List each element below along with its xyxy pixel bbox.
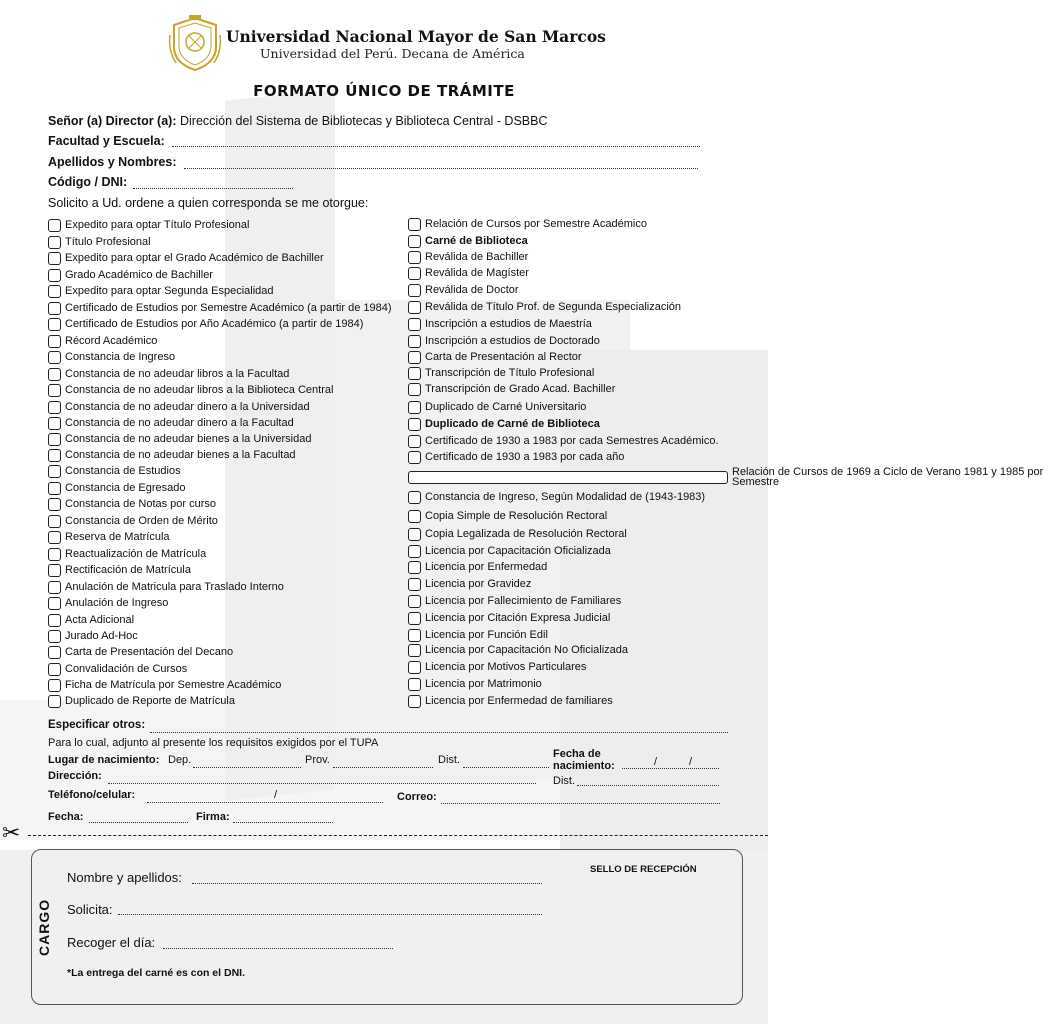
option-left[interactable]: Jurado Ad-Hoc [48, 628, 138, 644]
option-right[interactable]: Constancia de Ingreso, Según Modalidad de (1943-1983) [408, 489, 705, 505]
option-left[interactable]: Anulación de Ingreso [48, 595, 168, 611]
checkbox[interactable] [408, 418, 421, 431]
fecha-field[interactable] [89, 811, 188, 823]
option-right[interactable]: Carta de Presentación al Rector [408, 349, 582, 365]
checkbox[interactable] [408, 367, 421, 380]
option-right[interactable]: Licencia por Matrimonio [408, 676, 542, 692]
checkbox[interactable] [48, 465, 61, 478]
checkbox[interactable] [408, 251, 421, 264]
option-left[interactable]: Constancia de Egresado [48, 480, 185, 496]
checkbox[interactable] [48, 252, 61, 265]
checkbox[interactable] [408, 528, 421, 541]
option-left[interactable]: Reactualización de Matrícula [48, 546, 206, 562]
checkbox[interactable] [48, 351, 61, 364]
director-line [48, 114, 548, 128]
cargo-nombre-field[interactable] [192, 872, 542, 884]
dist2-label: Dist. [553, 775, 575, 787]
option-left[interactable]: Constancia de Estudios [48, 463, 181, 479]
option-left[interactable]: Expedito para optar el Grado Académico de Bachiller [48, 250, 324, 266]
option-left[interactable]: Anulación de Matricula para Traslado Interno [48, 579, 284, 595]
cargo-solicita-field[interactable] [118, 903, 542, 915]
checkbox[interactable] [48, 548, 61, 561]
checkbox[interactable] [48, 614, 61, 627]
facultad-label: Facultad y Escuela: [48, 134, 165, 148]
option-left[interactable]: Certificado de Estudios por Semestre Académico (a partir de 1984) [48, 300, 392, 316]
university-seal-icon [168, 15, 222, 73]
slash-1: / [654, 756, 658, 768]
checkbox[interactable] [48, 646, 61, 659]
checkbox[interactable] [48, 302, 61, 315]
especificar-field[interactable] [150, 721, 728, 733]
option-left[interactable]: Constancia de no adeudar dinero a la Facultad [48, 415, 294, 431]
option-left[interactable]: Expedito para optar Segunda Especialidad [48, 283, 274, 299]
cargo-title: CARGO [36, 898, 52, 956]
checkbox[interactable] [408, 644, 421, 657]
checkbox[interactable] [48, 695, 61, 708]
option-left[interactable]: Constancia de no adeudar libros a la Facultad [48, 366, 289, 382]
option-left[interactable]: Constancia de no adeudar bienes a la Facultad [48, 447, 296, 463]
option-right[interactable]: Reválida de Título Prof. de Segunda Especialización [408, 299, 681, 315]
dep-field[interactable] [193, 756, 301, 768]
option-left[interactable]: Expedito para optar Título Profesional [48, 217, 249, 233]
telefono-slash: / [274, 789, 278, 801]
checkbox[interactable] [408, 678, 421, 691]
option-left[interactable]: Carta de Presentación del Decano [48, 644, 233, 660]
checkbox[interactable] [48, 417, 61, 430]
checkbox[interactable] [408, 491, 421, 504]
option-left[interactable]: Constancia de no adeudar libros a la Biblioteca Central [48, 382, 333, 398]
option-right[interactable]: Licencia por Fallecimiento de Familiares [408, 593, 621, 609]
option-right[interactable]: Reválida de Bachiller [408, 249, 528, 265]
option-right[interactable]: Licencia por Enfermedad [408, 559, 547, 575]
checkbox[interactable] [48, 498, 61, 511]
cargo-nota: *La entrega del carné es con el DNI. [67, 967, 245, 979]
codigo-field[interactable] [133, 177, 293, 189]
checkbox[interactable] [48, 335, 61, 348]
option-right[interactable]: Licencia por Gravidez [408, 576, 531, 592]
checkbox[interactable] [48, 679, 61, 692]
option-right[interactable]: Duplicado de Carné de Biblioteca [408, 416, 600, 432]
fecha-nac-label-1: Fecha de [553, 748, 601, 760]
checkbox[interactable] [408, 218, 421, 231]
dep-label: Dep. [168, 754, 192, 766]
option-left[interactable]: Rectificación de Matrícula [48, 562, 191, 578]
option-left[interactable]: Constancia de no adeudar dinero a la Universidad [48, 399, 310, 415]
checkbox[interactable] [48, 482, 61, 495]
checkbox[interactable] [408, 301, 421, 314]
option-right[interactable]: Relación de Cursos por Semestre Académico [408, 216, 647, 232]
lugar-label: Lugar de nacimiento: [48, 754, 160, 766]
checkbox[interactable] [408, 545, 421, 558]
slash-2: / [689, 756, 693, 768]
option-left[interactable]: Grado Académico de Bachiller [48, 267, 213, 283]
checkbox[interactable] [48, 663, 61, 676]
direccion-label: Dirección: [48, 770, 102, 782]
checkbox[interactable] [48, 531, 61, 544]
option-left[interactable]: Récord Académico [48, 333, 157, 349]
checkbox[interactable] [48, 236, 61, 249]
dist2-field[interactable] [577, 774, 719, 786]
cut-line [28, 835, 768, 836]
option-left[interactable]: Constancia de Orden de Mérito [48, 513, 218, 529]
direccion-field[interactable] [108, 772, 536, 784]
option-right[interactable]: Reválida de Magíster [408, 265, 529, 281]
option-right[interactable]: Inscripción a estudios de Doctorado [408, 333, 600, 349]
option-left[interactable]: Ficha de Matrícula por Semestre Académico [48, 677, 281, 693]
option-right[interactable]: Reválida de Doctor [408, 282, 519, 298]
fecha-nac-label-2: nacimiento: [553, 760, 615, 772]
prov-label: Prov. [305, 754, 330, 766]
option-right[interactable]: Carné de Biblioteca [408, 233, 528, 249]
checkbox[interactable] [408, 267, 421, 280]
checkbox[interactable] [408, 578, 421, 591]
director-value: Dirección del Sistema de Bibliotecas y Biblioteca Central - DSBBC [179, 114, 548, 128]
fecha-label: Fecha: [48, 811, 84, 823]
option-right[interactable]: Licencia por Función Edil [408, 627, 548, 643]
cargo-recoger-label: Recoger el día: [67, 935, 156, 950]
telefono-field[interactable] [147, 791, 383, 803]
checkbox[interactable] [48, 564, 61, 577]
checkbox[interactable] [408, 435, 421, 448]
prov-field[interactable] [333, 756, 433, 768]
option-right[interactable]: Transcripción de Título Profesional [408, 365, 594, 381]
checkbox[interactable] [48, 597, 61, 610]
option-left[interactable]: Convalidación de Cursos [48, 661, 187, 677]
option-left[interactable]: Constancia de no adeudar bienes a la Universidad [48, 431, 311, 447]
form-title: FORMATO ÚNICO DE TRÁMITE [253, 82, 515, 100]
checkbox[interactable] [408, 351, 421, 364]
apellidos-label: Apellidos y Nombres: [48, 155, 177, 169]
option-right[interactable]: Licencia por Motivos Particulares [408, 659, 586, 675]
firma-field[interactable] [233, 811, 333, 823]
cargo-solicita-label: Solicita: [67, 902, 113, 917]
especificar-label: Especificar otros: [48, 719, 146, 731]
option-left[interactable]: Constancia de Notas por curso [48, 496, 216, 512]
checkbox[interactable] [48, 449, 61, 462]
solicito-text: Solicito a Ud. ordene a quien corresponda se me otorgue: [48, 196, 369, 210]
checkbox[interactable] [48, 285, 61, 298]
dist-field[interactable] [463, 756, 549, 768]
checkbox[interactable] [408, 612, 421, 625]
option-right[interactable]: Licencia por Enfermedad de familiares [408, 693, 613, 709]
checkbox[interactable] [408, 318, 421, 331]
university-name: Universidad Nacional Mayor de San Marcos [226, 27, 606, 46]
sello-label: SELLO DE RECEPCIÓN [590, 864, 697, 875]
option-right[interactable]: Relación de Cursos de 1969 a Ciclo de Verano 1981 y 1985 por Semestre [408, 467, 1052, 489]
cargo-recoger-field[interactable] [163, 937, 393, 949]
checkbox[interactable] [48, 219, 61, 232]
option-right[interactable]: Duplicado de Carné Universitario [408, 399, 586, 415]
checkbox[interactable] [408, 661, 421, 674]
option-left[interactable]: Acta Adicional [48, 612, 134, 628]
checkbox[interactable] [408, 235, 421, 248]
option-right[interactable]: Copia Simple de Resolución Rectoral [408, 508, 607, 524]
option-left[interactable]: Título Profesional [48, 234, 151, 250]
firma-label: Firma: [196, 811, 230, 823]
option-left[interactable]: Constancia de Ingreso [48, 349, 175, 365]
codigo-label: Código / DNI: [48, 175, 128, 189]
correo-field[interactable] [441, 792, 720, 804]
option-left[interactable]: Certificado de Estudios por Año Académico (a partir de 1984) [48, 316, 363, 332]
checkbox[interactable] [48, 269, 61, 282]
sello-area [548, 878, 724, 968]
checkbox[interactable] [408, 335, 421, 348]
option-right[interactable]: Certificado de 1930 a 1983 por cada Semestres Académico. [408, 433, 719, 449]
option-left[interactable]: Reserva de Matrícula [48, 529, 170, 545]
checkbox[interactable] [48, 368, 61, 381]
option-right[interactable]: Licencia por Capacitación No Oficializada [408, 642, 628, 658]
checkbox[interactable] [408, 451, 421, 464]
option-left[interactable]: Duplicado de Reporte de Matrícula [48, 693, 235, 709]
option-right[interactable]: Licencia por Citación Expresa Judicial [408, 610, 610, 626]
checkbox[interactable] [408, 284, 421, 297]
option-right[interactable]: Inscripción a estudios de Maestría [408, 316, 592, 332]
scissors-icon: ✂ [2, 820, 21, 845]
telefono-label: Teléfono/celular: [48, 789, 136, 801]
facultad-field[interactable] [172, 135, 700, 147]
checkbox[interactable] [48, 318, 61, 331]
apellidos-field[interactable] [184, 157, 698, 169]
checkbox[interactable] [48, 384, 61, 397]
checkbox[interactable] [408, 471, 728, 484]
checkbox[interactable] [408, 629, 421, 642]
option-right[interactable]: Copia Legalizada de Resolución Rectoral [408, 526, 627, 542]
dist-label: Dist. [438, 754, 460, 766]
checkbox[interactable] [408, 510, 421, 523]
checkbox[interactable] [408, 401, 421, 414]
cargo-nombre-label: Nombre y apellidos: [67, 870, 182, 885]
checkbox[interactable] [408, 595, 421, 608]
adjunto-text: Para lo cual, adjunto al presente los requisitos exigidos por el TUPA [48, 737, 379, 749]
checkbox[interactable] [408, 561, 421, 574]
checkbox[interactable] [408, 383, 421, 396]
checkbox[interactable] [48, 433, 61, 446]
checkbox[interactable] [48, 581, 61, 594]
checkbox[interactable] [48, 401, 61, 414]
university-subtitle: Universidad del Perú. Decana de América [260, 46, 525, 61]
option-right[interactable]: Transcripción de Grado Acad. Bachiller [408, 381, 615, 397]
director-label: Señor (a) Director (a): [48, 114, 177, 128]
checkbox[interactable] [408, 695, 421, 708]
fecha-nac-field[interactable] [622, 757, 719, 769]
checkbox[interactable] [48, 630, 61, 643]
checkbox[interactable] [48, 515, 61, 528]
option-right[interactable]: Licencia por Capacitación Oficializada [408, 543, 611, 559]
option-right[interactable]: Certificado de 1930 a 1983 por cada año [408, 449, 624, 465]
correo-label: Correo: [397, 791, 437, 803]
